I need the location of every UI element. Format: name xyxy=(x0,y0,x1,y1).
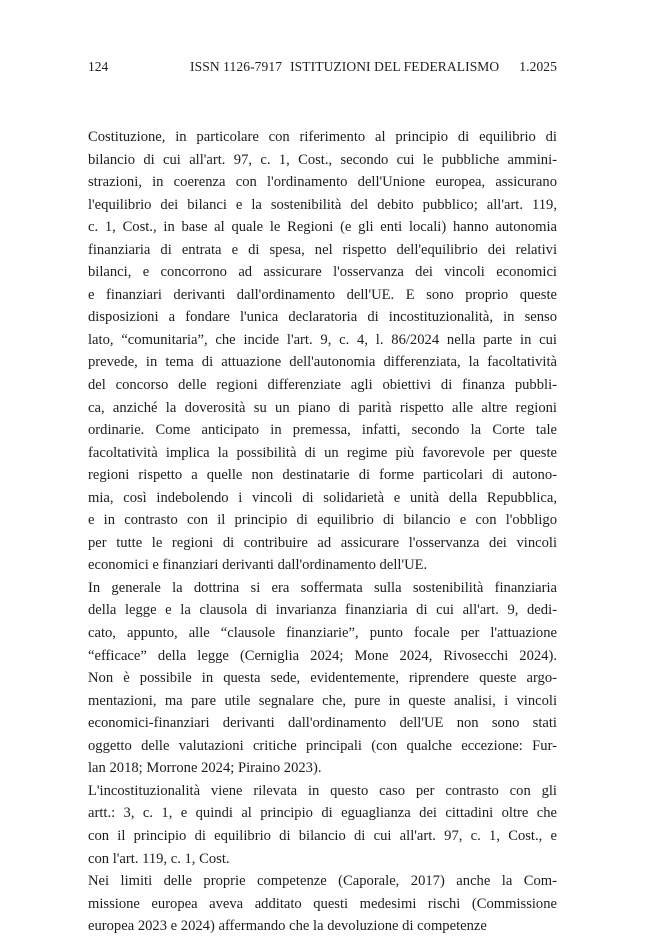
text-line: lato, “comunitaria”, che incide l'art. 9, c. 4, l. 86/2024 nella parte in cui xyxy=(88,331,557,348)
text-line: economici e finanziari derivanti dall'ordinamento dell'UE. xyxy=(88,557,428,574)
text-line: con l'art. 119, c. 1, Cost. xyxy=(88,850,230,867)
text-line: ca, anziché la doverosità su un piano di parità rispetto alle altre regioni xyxy=(88,399,557,416)
text-line: e in contrasto con il principio di equilibrio di bilancio e con l'obbligo xyxy=(88,512,557,529)
text-line: bilanci, e concorrono ad assicurare l'osservanza dei vincoli economici xyxy=(88,264,557,281)
text-line: europea 2023 e 2024) affermando che la devoluzione di competenze xyxy=(88,918,487,935)
paragraph xyxy=(88,780,557,870)
text-line: prevede, in tema di attuazione dell'autonomia differenziata, la facoltatività xyxy=(88,354,557,371)
text-line: regioni rispetto a quelle non destinatarie di forme particolari di autono- xyxy=(88,467,557,484)
paragraph xyxy=(88,577,557,780)
text-line: finanziaria di entrata e di spesa, nel rispetto dell'equilibrio dei relativi xyxy=(88,241,557,258)
text-line: per tutte le regioni di contribuire ad assicurare l'osservanza dei vincoli xyxy=(88,534,557,551)
text-line: cato, appunto, alle “clausole finanziarie”, punto focale per l'attuazione xyxy=(88,625,557,642)
journal-title: ISTITUZIONI DEL FEDERALISMO xyxy=(290,59,500,74)
text-line: l'equilibrio dei bilanci e la sostenibilità del debito pubblico; all'art. 119, xyxy=(88,196,557,213)
text-line: artt.: 3, c. 1, e quindi al principio di eguaglianza dei cittadini oltre che xyxy=(88,805,557,822)
text-line: ordinarie. Come anticipato in premessa, infatti, secondo la Corte tale xyxy=(88,422,557,439)
text-line: con il principio di equilibrio di bilancio di cui all'art. 97, c. 1, Cost., e xyxy=(88,827,557,844)
paragraph xyxy=(88,126,557,577)
text-line: bilancio di cui all'art. 97, c. 1, Cost., secondo cui le pubbliche ammini- xyxy=(88,151,557,168)
journal-info xyxy=(190,57,557,77)
text-line: Non è possibile in questa sede, evidentemente, riprendere queste argo- xyxy=(88,670,557,687)
paragraph xyxy=(88,870,557,938)
text-line: “efficace” della legge (Cerniglia 2024; Mone 2024, Rivosecchi 2024). xyxy=(88,647,557,664)
text-line: missione europea aveva additato questi medesimi rischi (Commissione xyxy=(88,895,557,912)
text-line: facoltatività implica la possibilità di un regime più favorevole per queste xyxy=(88,444,557,461)
text-line: e finanziari derivanti dall'ordinamento dell'UE. E sono proprio queste xyxy=(88,286,557,303)
text-line: lan 2018; Morrone 2024; Piraino 2023). xyxy=(88,760,322,777)
text-line: c. 1, Cost., in base al quale le Regioni (e gli enti locali) hanno autonomia xyxy=(88,219,557,236)
text-line: Nei limiti delle proprie competenze (Caporale, 2017) anche la Com- xyxy=(88,873,557,890)
text-line: mentazioni, ma pare utile segnalare che, pure in queste analisi, i vincoli xyxy=(88,692,557,709)
text-line: oggetto delle valutazioni critiche principali (con qualche eccezione: Fur- xyxy=(88,737,557,754)
text-line: economici-finanziari derivanti dall'ordinamento dell'UE non sono stati xyxy=(88,715,557,732)
page-number: 124 xyxy=(88,59,109,74)
issue-number: 1.2025 xyxy=(519,59,557,74)
text-line: disposizioni a fondare l'unica declaratoria di incostituzionalità, in senso xyxy=(88,309,557,326)
text-line: del concorso delle regioni differenziate agli obiettivi di finanza pubbli- xyxy=(88,377,557,394)
text-line: strazioni, in coerenza con l'ordinamento dell'Unione europea, assicurano xyxy=(88,174,557,191)
text-line: In generale la dottrina si era soffermata sulla sostenibilità finanziaria xyxy=(88,579,557,596)
running-head xyxy=(88,57,557,77)
text-line: Costituzione, in particolare con riferimento al principio di equilibrio di xyxy=(88,129,557,145)
body-text xyxy=(88,126,557,938)
text-line: mia, così indebolendo i vincoli di solidarietà e unità della Repubblica, xyxy=(88,489,557,506)
text-line: della legge e la clausola di invarianza finanziaria di cui all'art. 9, dedi- xyxy=(88,602,557,619)
issn: ISSN 1126-7917 xyxy=(190,59,283,74)
text-line: L'incostituzionalità viene rilevata in questo caso per contrasto con gli xyxy=(88,782,557,799)
